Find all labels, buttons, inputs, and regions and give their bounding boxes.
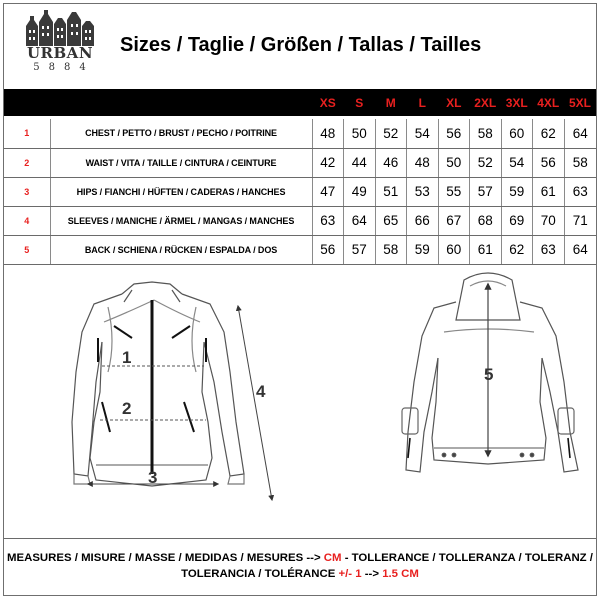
logo-wordmark: URBAN	[26, 44, 94, 62]
size-header-row	[4, 89, 596, 116]
measure-value: 52	[375, 119, 407, 148]
measure-value: 64	[564, 235, 596, 264]
measure-value: 47	[312, 177, 344, 206]
measure-value: 67	[438, 206, 470, 235]
measure-value: 50	[438, 148, 470, 177]
measure-value: 54	[407, 119, 439, 148]
measure-value: 48	[312, 119, 344, 148]
measure-value: 68	[470, 206, 502, 235]
measure-label-4: 4	[256, 382, 266, 401]
measure-value: 59	[501, 177, 533, 206]
measure-value: 46	[375, 148, 407, 177]
measure-value: 63	[533, 235, 565, 264]
measure-value: 71	[564, 206, 596, 235]
measure-label-3: 3	[148, 468, 158, 487]
measure-value: 64	[344, 206, 376, 235]
note-arrow: -->	[364, 568, 380, 580]
size-header: 2XL	[470, 89, 502, 116]
measure-value: 56	[312, 235, 344, 264]
note-tol-value: +/- 1	[338, 568, 362, 580]
header-blank	[50, 89, 312, 116]
measure-label-2: 2	[122, 399, 132, 418]
table-row	[4, 177, 596, 206]
note-tolerance: - TOLLERANCE / TOLLERANZA / TOLERANZ /	[344, 552, 593, 564]
size-header: L	[407, 89, 439, 116]
measure-value: 64	[564, 119, 596, 148]
jacket-measurement-diagram	[4, 262, 596, 538]
measure-value: 51	[375, 177, 407, 206]
measure-value: 61	[533, 177, 565, 206]
brand-logo	[20, 8, 100, 78]
size-table	[4, 89, 596, 265]
page-title: Sizes / Taglie / Größen / Tallas / Tailles	[120, 34, 482, 56]
note-line-1	[4, 550, 596, 566]
measure-value: 56	[438, 119, 470, 148]
size-header: S	[344, 89, 376, 116]
measure-value: 42	[312, 148, 344, 177]
measure-label-1: 1	[122, 348, 132, 367]
measure-value: 70	[533, 206, 565, 235]
table-row	[4, 206, 596, 235]
measure-value: 52	[470, 148, 502, 177]
size-header: 4XL	[533, 89, 565, 116]
measure-value: 57	[344, 235, 376, 264]
size-header: 3XL	[501, 89, 533, 116]
measure-value: 58	[375, 235, 407, 264]
measure-value: 66	[407, 206, 439, 235]
note-tol-max: 1.5 CM	[382, 568, 419, 580]
measure-value: 44	[344, 148, 376, 177]
measure-value: 63	[312, 206, 344, 235]
measure-value: 57	[470, 177, 502, 206]
measure-value: 56	[533, 148, 565, 177]
row-number: 5	[4, 235, 50, 264]
table-row	[4, 235, 596, 264]
table-row	[4, 148, 596, 177]
measure-value: 55	[438, 177, 470, 206]
logo-number: 5884	[33, 62, 95, 73]
measure-value: 48	[407, 148, 439, 177]
measure-label: HIPS / FIANCHI / HÜFTEN / CADERAS / HANCHES	[50, 177, 312, 206]
note-unit: CM	[323, 552, 342, 564]
measure-value: 49	[344, 177, 376, 206]
logo-houses-icon	[20, 8, 100, 46]
measure-label: CHEST / PETTO / BRUST / PECHO / POITRINE	[50, 119, 312, 148]
measure-value: 53	[407, 177, 439, 206]
measure-label: SLEEVES / MANICHE / ÄRMEL / MANGAS / MANCHES	[50, 206, 312, 235]
measure-value: 58	[470, 119, 502, 148]
table-row	[4, 119, 596, 148]
note-tolerancia: TOLERANCIA / TOLÉRANCE	[181, 568, 336, 580]
front-jacket-icon	[72, 282, 244, 486]
row-number: 3	[4, 177, 50, 206]
measure-value: 61	[470, 235, 502, 264]
divider	[4, 538, 596, 539]
measure-value: 62	[501, 235, 533, 264]
header-blank	[4, 89, 50, 116]
measure-value: 65	[375, 206, 407, 235]
measure-value: 69	[501, 206, 533, 235]
note-measures: MEASURES / MISURE / MASSE / MEDIDAS / MESURES -->	[7, 552, 321, 564]
measure-value: 62	[533, 119, 565, 148]
measure-value: 60	[501, 119, 533, 148]
measure-value: 58	[564, 148, 596, 177]
measure-value: 54	[501, 148, 533, 177]
row-number: 1	[4, 119, 50, 148]
row-number: 2	[4, 148, 50, 177]
measure-value: 63	[564, 177, 596, 206]
note-line-2	[4, 566, 596, 582]
measure-value: 59	[407, 235, 439, 264]
size-header: XL	[438, 89, 470, 116]
size-header: 5XL	[564, 89, 596, 116]
measure-label-5: 5	[484, 365, 494, 384]
row-number: 4	[4, 206, 50, 235]
measurement-note	[4, 550, 596, 582]
measure-value: 60	[438, 235, 470, 264]
measure-label: WAIST / VITA / TAILLE / CINTURA / CEINTURE	[50, 148, 312, 177]
size-header: XS	[312, 89, 344, 116]
measure-value: 50	[344, 119, 376, 148]
measure-label: BACK / SCHIENA / RÜCKEN / ESPALDA / DOS	[50, 235, 312, 264]
size-header: M	[375, 89, 407, 116]
